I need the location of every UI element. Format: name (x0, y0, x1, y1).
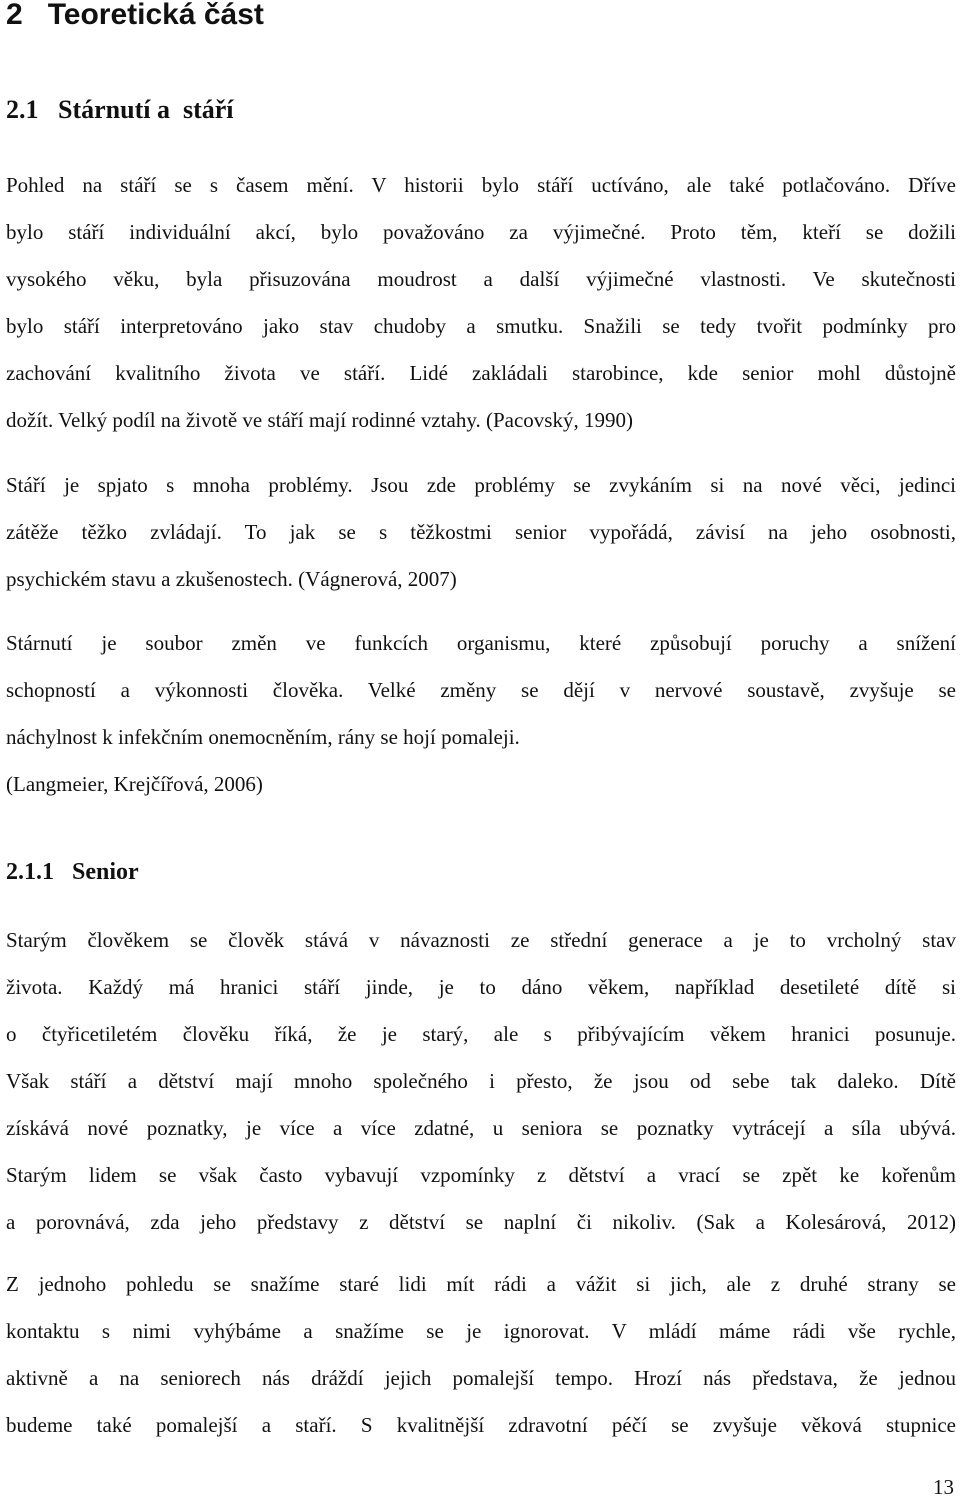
subsection-heading: 2.1.1 Senior (6, 859, 139, 885)
text-line: vysokého věku, byla přisuzována moudrost a další výjimečné vlastnosti. Ve skutečnosti (6, 267, 956, 291)
text-line: schopností a výkonnosti člověka. Velké změny se dějí v nervové soustavě, zvyšuje se (6, 678, 956, 702)
text-line: bylo stáří interpretováno jako stav chudoby a smutku. Snažili se tedy tvořit podmínky pro (6, 314, 956, 338)
text-line: Stáří je spjato s mnoha problémy. Jsou zde problémy se zvykáním si na nové věci, jedinci (6, 473, 956, 497)
paragraph-3 (6, 620, 956, 808)
text-line: náchylnost k infekčním onemocněním, rány se hojí pomaleji. (6, 725, 520, 749)
text-line: bylo stáří individuální akcí, bylo považováno za výjimečné. Proto těm, kteří se dožili (6, 220, 956, 244)
paragraph-4 (6, 917, 956, 1246)
section-heading: 2.1 Stárnutí a stáří (6, 95, 234, 124)
paragraph-5 (6, 1261, 956, 1449)
text-line: získává nové poznatky, je více a více zdatné, u seniora se poznatky vytrácejí a síla ubývá. (6, 1116, 956, 1140)
text-line: Starým lidem se však často vybavují vzpomínky z dětství a vrací se zpět ke kořenům (6, 1163, 956, 1187)
text-line: o čtyřicetiletém člověku říká, že je starý, ale s přibývajícím věkem hranici posunuje. (6, 1022, 956, 1046)
text-line: a porovnává, zda jeho představy z dětství se naplní či nikoliv. (Sak a Kolesárová, 2012) (6, 1210, 956, 1234)
text-line: Stárnutí je soubor změn ve funkcích organismu, které způsobují poruchy a snížení (6, 631, 956, 655)
chapter-heading: 2 Teoretická část (6, 0, 264, 31)
paragraph-1 (6, 162, 956, 444)
text-line: psychickém stavu a zkušenostech. (Vágnerová, 2007) (6, 567, 457, 591)
text-line: Starým člověkem se člověk stává v návaznosti ze střední generace a je to vrcholný stav (6, 928, 956, 952)
text-line: zachování kvalitního života ve stáří. Lidé zakládali starobince, kde senior mohl důstojně (6, 361, 956, 385)
page-number: 13 (933, 1475, 954, 1499)
text-line: Však stáří a dětství mají mnoho společného i přesto, že jsou od sebe tak daleko. Dítě (6, 1069, 956, 1093)
text-line: Pohled na stáří se s časem mění. V historii bylo stáří uctíváno, ale také potlačováno. Dříve (6, 173, 956, 197)
text-line: zátěže těžko zvládají. To jak se s těžkostmi senior vypořádá, závisí na jeho osobnosti, (6, 520, 956, 544)
text-line: života. Každý má hranici stáří jinde, je to dáno věkem, například desetileté dítě si (6, 975, 956, 999)
text-line: (Langmeier, Krejčířová, 2006) (6, 772, 263, 796)
text-line: budeme také pomalejší a staří. S kvalitnější zdravotní péčí se zvyšuje věková stupnice (6, 1413, 956, 1437)
text-line: dožít. Velký podíl na životě ve stáří mají rodinné vztahy. (Pacovský, 1990) (6, 408, 633, 432)
text-line: Z jednoho pohledu se snažíme staré lidi mít rádi a vážit si jich, ale z druhé strany se (6, 1272, 956, 1296)
text-line: kontaktu s nimi vyhýbáme a snažíme se je ignorovat. V mládí máme rádi vše rychle, (6, 1319, 956, 1343)
paragraph-2 (6, 462, 956, 603)
text-line: aktivně a na seniorech nás dráždí jejich pomalejší tempo. Hrozí nás představa, že jednou (6, 1366, 956, 1390)
